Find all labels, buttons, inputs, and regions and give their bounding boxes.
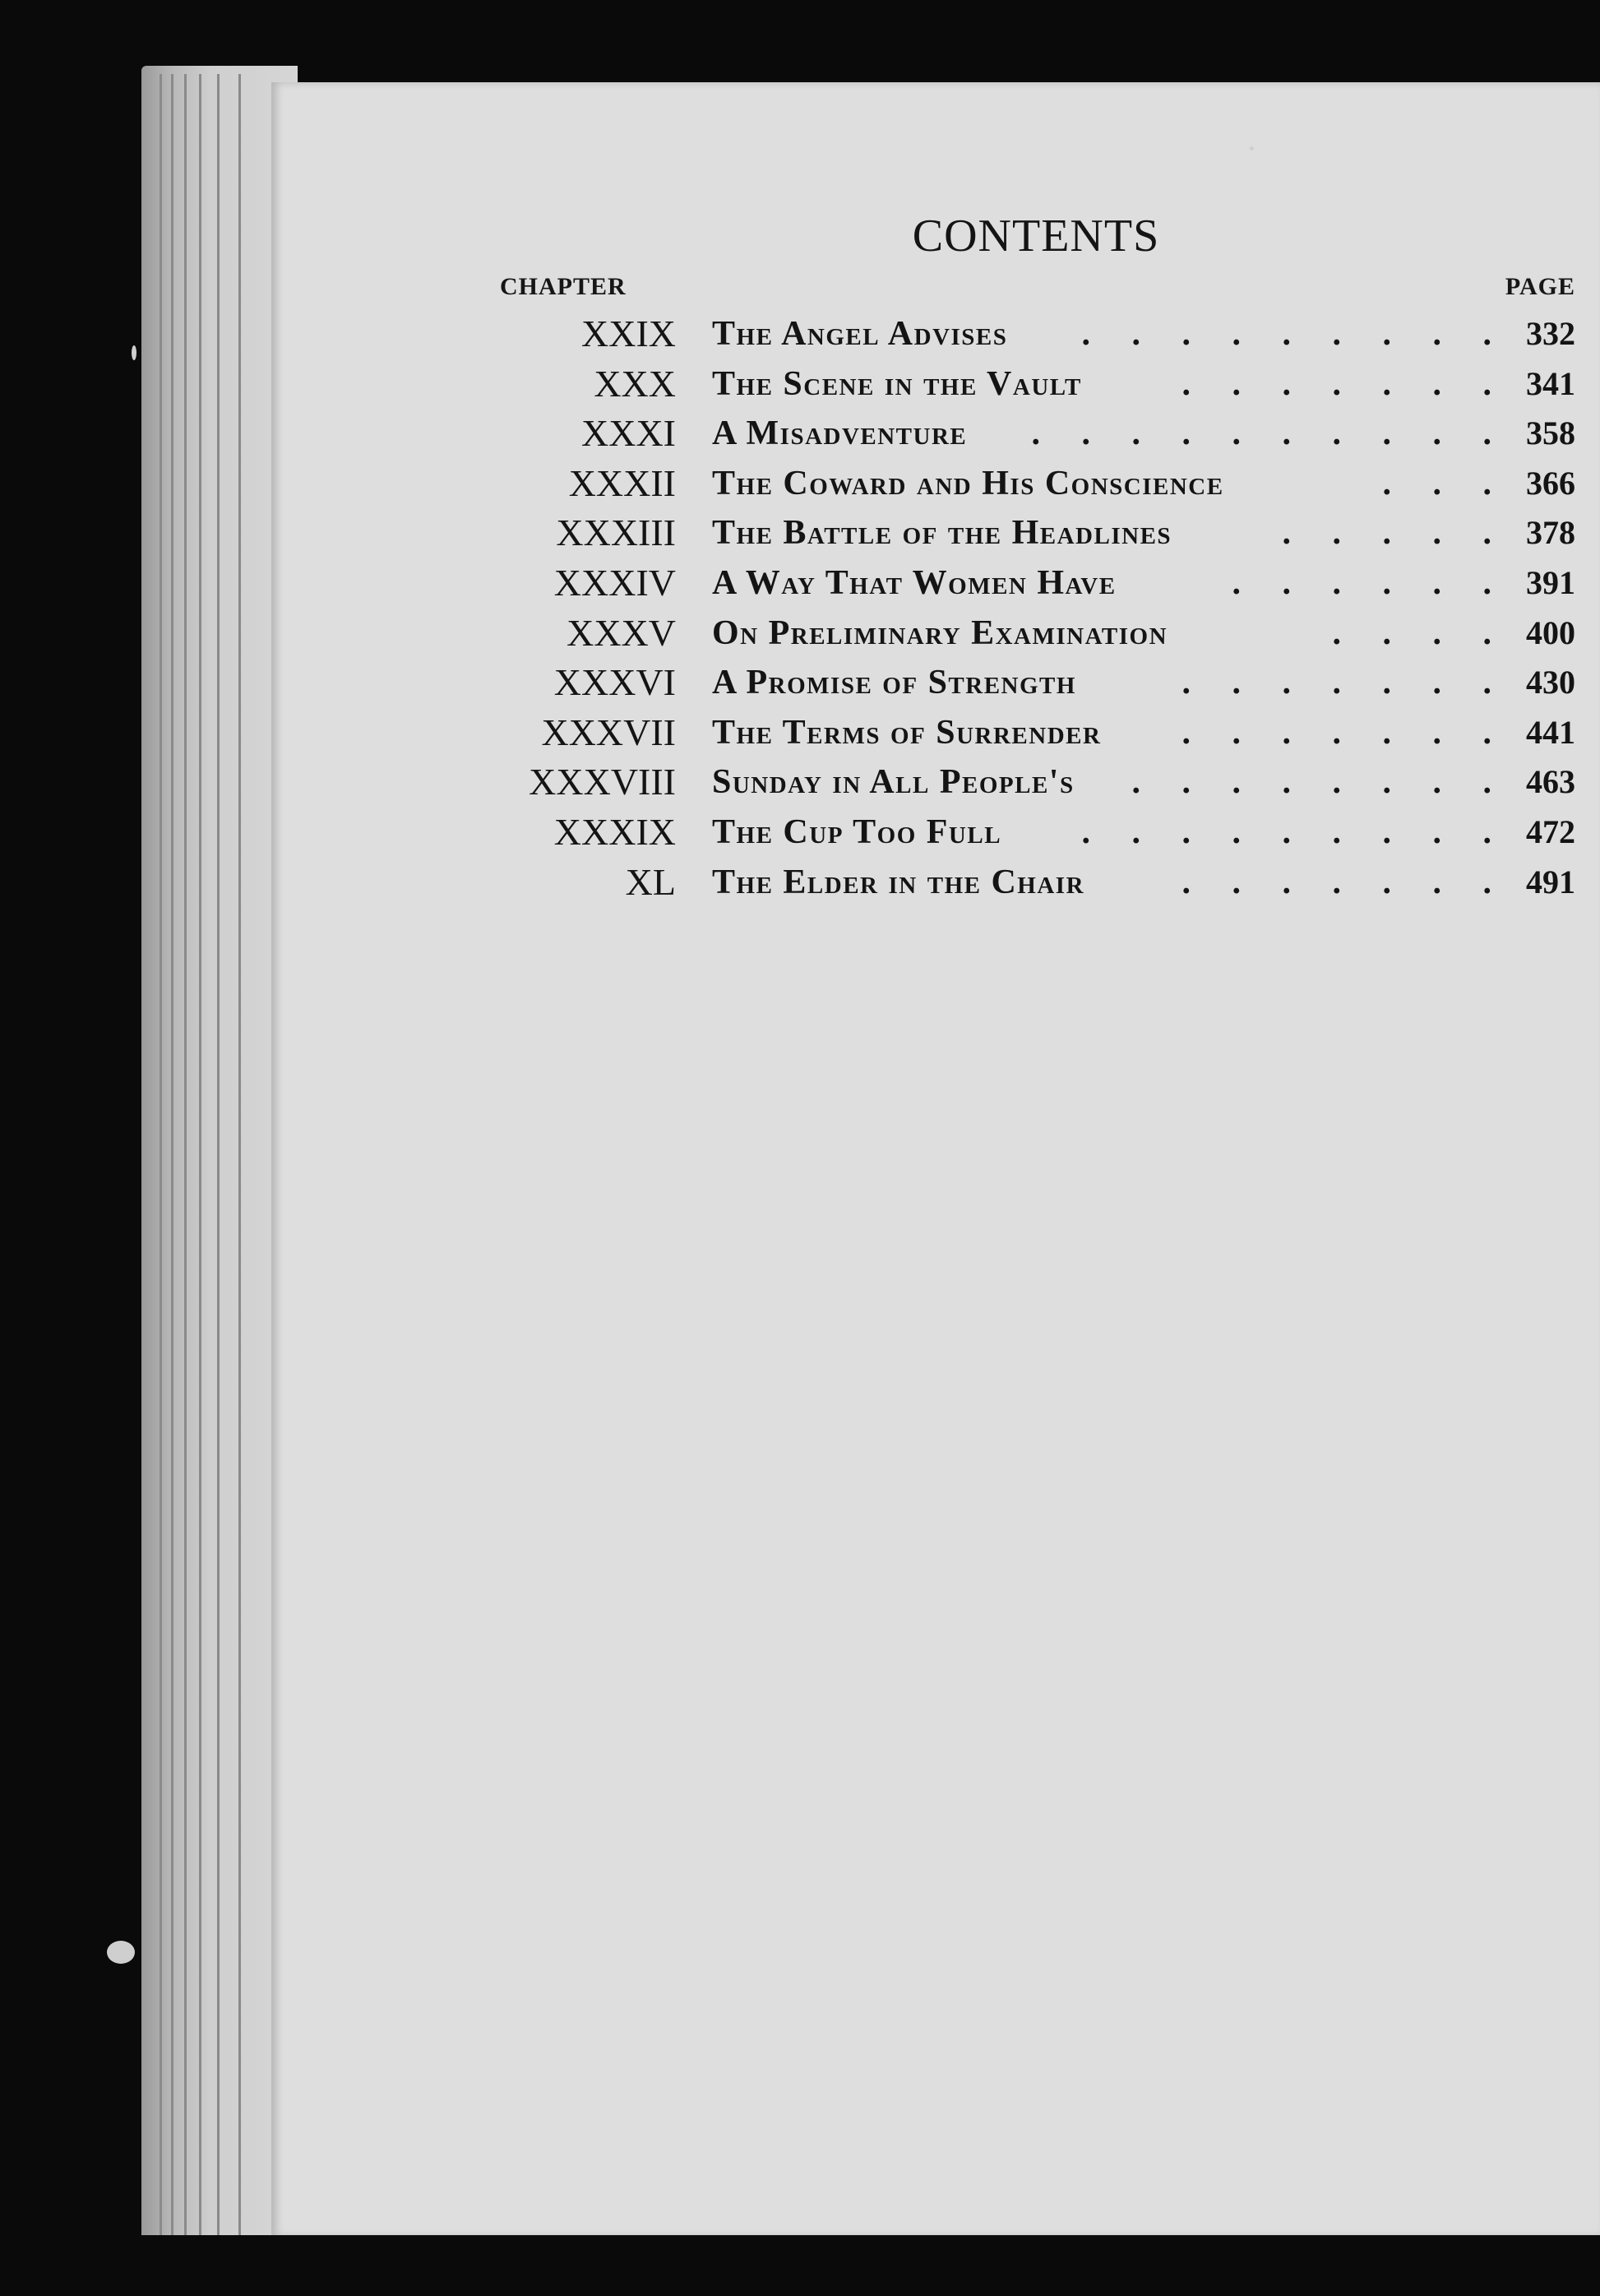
chapter-title: The Terms of Surrender: [712, 713, 1102, 752]
chapter-title: The Cup Too Full: [712, 812, 1002, 851]
page-number: 366: [1526, 464, 1575, 502]
dot-leader: . . . . . . .: [1182, 713, 1508, 752]
page-number: 332: [1526, 315, 1575, 352]
dot-leader: . . . . . . . . .: [1081, 315, 1508, 353]
chapter-number: XXXIX: [553, 810, 676, 853]
toc-entry: [460, 808, 1575, 858]
page-edge-line: [199, 74, 201, 2245]
dot-leader: . . . . .: [1282, 514, 1508, 553]
chapter-title: The Elder in the Chair: [712, 863, 1085, 901]
chapter-title: The Scene in the Vault: [712, 364, 1082, 403]
page-number: 358: [1526, 414, 1575, 452]
chapter-number: XXIX: [581, 312, 676, 354]
dot-leader: . . . . . . .: [1182, 364, 1508, 403]
chapter-number: XXXVII: [541, 711, 676, 753]
dot-leader: . . . . . . .: [1182, 863, 1508, 901]
chapter-number: XXX: [594, 362, 676, 405]
page-number: 378: [1526, 514, 1575, 552]
page-edge-line: [238, 74, 241, 2245]
contents-heading: CONTENTS: [912, 211, 1160, 262]
chapter-number: XXXIII: [556, 512, 676, 554]
chapter-title: The Battle of the Headlines: [712, 514, 1172, 553]
toc-entry: [460, 309, 1575, 359]
toc-entry: [460, 459, 1575, 509]
chapter-title: Sunday in All People's: [712, 763, 1075, 802]
dot-leader: . . . . . . .: [1182, 664, 1508, 702]
page-number: 341: [1526, 364, 1575, 402]
page-edge-line: [184, 74, 187, 2245]
dust-speck: [1250, 146, 1254, 150]
toc-entry: [460, 658, 1575, 708]
page-number: 441: [1526, 713, 1575, 751]
dot-leader: . . . . . .: [1232, 563, 1508, 602]
chapter-number: XXXVI: [553, 661, 676, 704]
page-number: 463: [1526, 763, 1575, 801]
toc-entry: [460, 359, 1575, 410]
page-edge-line: [160, 74, 162, 2245]
page-number: 400: [1526, 613, 1575, 651]
bottom-shadow: [141, 2235, 1600, 2296]
chapter-number: XL: [625, 860, 676, 903]
chapter-column-header: CHAPTER: [500, 273, 627, 300]
page-edge-line: [171, 74, 173, 2245]
chapter-number: XXXII: [568, 461, 676, 504]
page-number: 391: [1526, 563, 1575, 601]
chapter-title: On Preliminary Examination: [712, 613, 1168, 652]
dot-leader: . . . .: [1332, 613, 1508, 652]
toc-entry: [460, 858, 1575, 908]
dot-leader: . . . . . . . .: [1131, 763, 1508, 802]
page-column-header: PAGE: [1505, 273, 1575, 300]
chapter-title: A Misadventure: [712, 414, 968, 453]
chapter-number: XXXIV: [553, 561, 676, 604]
page-number: 430: [1526, 664, 1575, 701]
toc-entry: [460, 508, 1575, 558]
dust-speck: [107, 1941, 135, 1964]
toc-entry: [460, 708, 1575, 758]
page-number: 491: [1526, 863, 1575, 900]
dot-leader: . . . . . . . . .: [1081, 812, 1508, 851]
chapter-title: The Angel Advises: [712, 315, 1008, 353]
chapter-number: XXXVIII: [529, 761, 676, 803]
dot-leader: . . .: [1382, 464, 1508, 502]
chapter-number: XXXI: [581, 412, 676, 455]
toc-entry: [460, 558, 1575, 609]
chapter-title: The Coward and His Conscience: [712, 464, 1224, 502]
page-number: 472: [1526, 812, 1575, 850]
toc-entry: [460, 409, 1575, 459]
dot-leader: . . . . . . . . . .: [1031, 414, 1508, 453]
toc-entry: [460, 757, 1575, 808]
contents-list: [460, 309, 1575, 907]
page-edge-line: [217, 74, 220, 2245]
chapter-title: A Way That Women Have: [712, 563, 1117, 602]
chapter-number: XXXV: [566, 611, 676, 654]
dust-speck: [132, 345, 136, 360]
toc-entry: [460, 609, 1575, 659]
chapter-title: A Promise of Strength: [712, 664, 1076, 702]
